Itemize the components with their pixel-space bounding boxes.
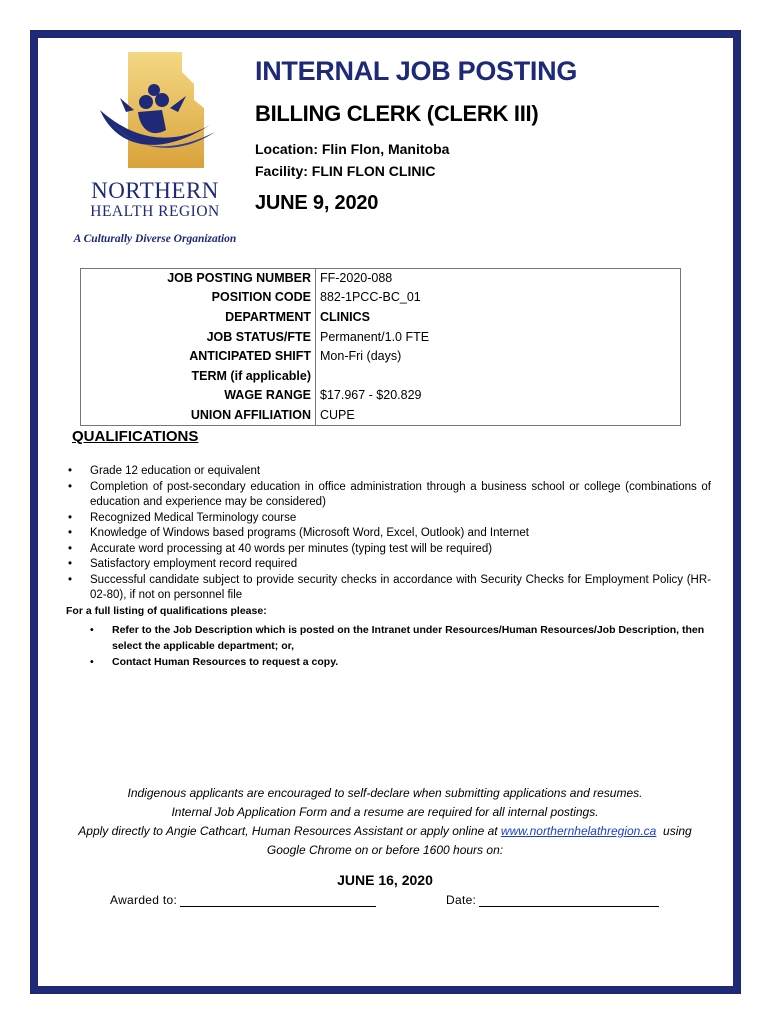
full-listing-note: For a full listing of qualifications please: (66, 605, 267, 617)
list-item: • Satisfactory employment record required (66, 557, 711, 573)
detail-label: JOB POSTING NUMBER (81, 269, 316, 289)
logo-name-line2: HEALTH REGION (90, 203, 220, 220)
logo-name-line1: NORTHERN (91, 178, 219, 203)
detail-label: TERM (if applicable) (81, 366, 316, 386)
list-item: • Accurate word processing at 40 words per minutes (typing test will be required) (66, 542, 711, 558)
northern-health-logo (70, 50, 240, 247)
detail-value: CLINICS (316, 308, 681, 328)
manitoba-emblem-icon (70, 50, 240, 175)
awarded-to-field (110, 893, 376, 907)
detail-label: ANTICIPATED SHIFT (81, 347, 316, 367)
awarded-blank-line[interactable] (180, 895, 376, 907)
table-row (81, 288, 681, 308)
list-item: • Knowledge of Windows based programs (Microsoft Word, Excel, Outlook) and Internet (66, 526, 711, 542)
list-item: • Recognized Medical Terminology course (66, 511, 711, 527)
full-listing-list (88, 622, 708, 670)
posting-date: JUNE 9, 2020 (255, 192, 379, 214)
footer-text: using (656, 824, 692, 838)
closing-date: JUNE 16, 2020 (337, 872, 433, 888)
detail-value: FF-2020-088 (316, 269, 681, 289)
date-blank-line[interactable] (479, 895, 659, 907)
application-instructions (50, 784, 720, 860)
table-row (81, 269, 681, 289)
detail-value (316, 366, 681, 386)
detail-value: 882-1PCC-BC_01 (316, 288, 681, 308)
job-details-table (80, 268, 681, 426)
table-row (81, 366, 681, 386)
awarded-label: Awarded to: (110, 893, 178, 907)
table-row (81, 347, 681, 367)
location: Location: Flin Flon, Manitoba (255, 141, 450, 157)
page-title: INTERNAL JOB POSTING (255, 56, 578, 86)
table-row (81, 308, 681, 328)
footer-line: Google Chrome on or before 1600 hours on: (266, 843, 504, 857)
detail-value: Mon-Fri (days) (316, 347, 681, 367)
job-title: BILLING CLERK (CLERK III) (255, 101, 539, 126)
qualifications-heading: QUALIFICATIONS (72, 428, 199, 445)
qualifications-list (66, 464, 711, 604)
logo-tagline: A Culturally Diverse Organization (73, 232, 237, 245)
detail-label: JOB STATUS/FTE (81, 327, 316, 347)
website-link[interactable]: www.northernhelathregion.ca (500, 824, 657, 838)
posting-header (255, 56, 725, 215)
list-item: • Grade 12 education or equivalent (66, 464, 711, 480)
date-field (446, 893, 659, 907)
footer-line (50, 822, 720, 841)
list-item: • Completion of post-secondary education in office administration through a business school or college (combinations of education and experience may be considered) (66, 480, 711, 511)
date-label: Date: (446, 893, 477, 907)
list-item: • Contact Human Resources to request a copy. (88, 654, 708, 670)
detail-value: $17.967 - $20.829 (316, 386, 681, 406)
detail-label: UNION AFFILIATION (81, 406, 316, 426)
footer-text: Apply directly to Angie Cathcart, Human Resources Assistant or apply online at (78, 824, 501, 838)
footer-line: Indigenous applicants are encouraged to self-declare when submitting applications and resumes. (127, 786, 643, 800)
table-row (81, 386, 681, 406)
detail-label: POSITION CODE (81, 288, 316, 308)
list-item: • Successful candidate subject to provide security checks in accordance with Security Checks for Employment Policy (HR-02-80), if not on personnel file (66, 573, 711, 604)
detail-label: DEPARTMENT (81, 308, 316, 328)
facility: Facility: FLIN FLON CLINIC (255, 163, 436, 179)
detail-label: WAGE RANGE (81, 386, 316, 406)
detail-value: Permanent/1.0 FTE (316, 327, 681, 347)
table-row (81, 327, 681, 347)
footer-line: Internal Job Application Form and a resume are required for all internal postings. (171, 805, 599, 819)
list-item: • Refer to the Job Description which is posted on the Intranet under Resources/Human Resources/Job Description, then select the applicable department; or, (88, 622, 708, 654)
detail-value: CUPE (316, 406, 681, 426)
table-row (81, 406, 681, 426)
